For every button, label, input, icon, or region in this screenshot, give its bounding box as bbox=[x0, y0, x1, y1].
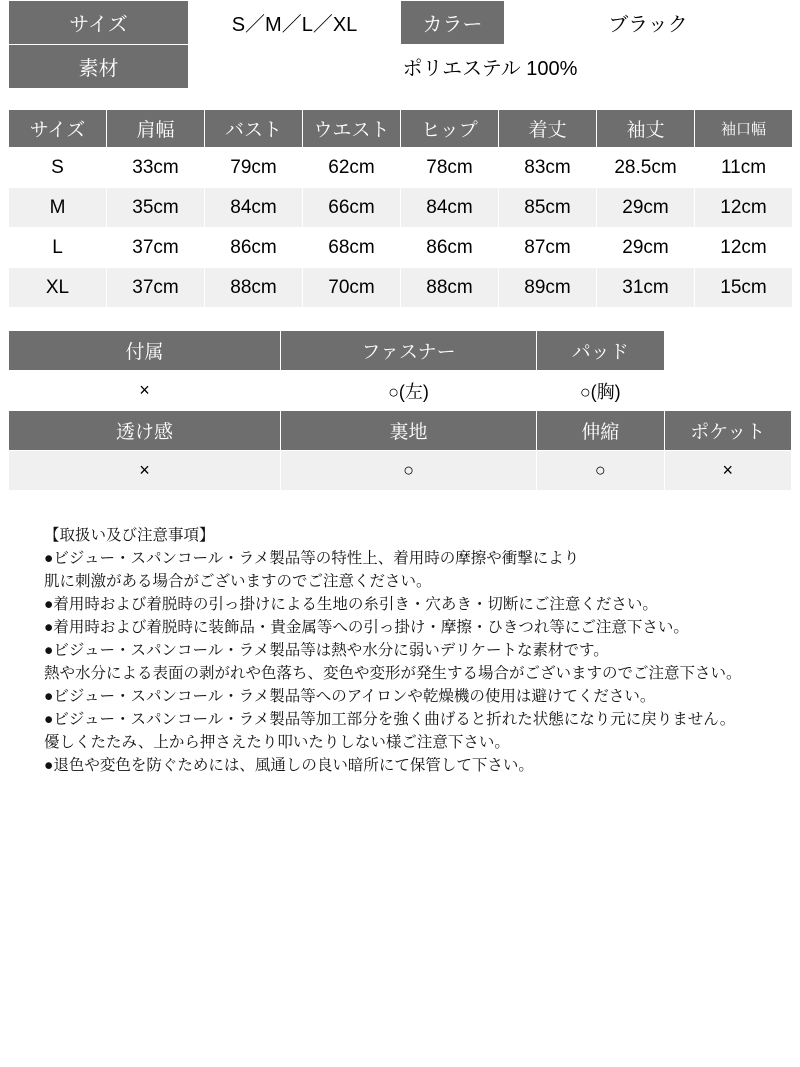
table-row bbox=[9, 1, 792, 45]
care-note-line: ●ビジュー・スパンコール・ラメ製品等へのアイロンや乾燥機の使用は避けてください。 bbox=[44, 688, 656, 705]
size-cell-0-1: 33cm bbox=[107, 148, 205, 188]
size-cell-2-6: 29cm bbox=[597, 228, 695, 268]
care-note-line: ●ビジュー・スパンコール・ラメ製品等は熱や水分に弱いデリケートな素材です。 bbox=[44, 642, 609, 659]
size-cell-0-7: 11cm bbox=[695, 148, 793, 188]
care-note-line: ●着用時および着脱時に装飾品・貴金属等への引っ掛け・摩擦・ひきつれ等にご注意下さい。 bbox=[44, 619, 689, 636]
size-cell-0-2: 79cm bbox=[205, 148, 303, 188]
detail-header-sheerness: 透け感 bbox=[9, 411, 281, 451]
size-col-header-1: 肩幅 bbox=[107, 110, 205, 148]
detail-value-accessory: × bbox=[9, 371, 281, 411]
size-col-header-2: バスト bbox=[205, 110, 303, 148]
size-col-header-6: 袖丈 bbox=[597, 110, 695, 148]
care-note-line: ●着用時および着脱時の引っ掛けによる生地の糸引き・穴あき・切断にご注意ください。 bbox=[44, 596, 658, 613]
spec-label-color: カラー bbox=[401, 1, 505, 45]
size-cell-2-5: 87cm bbox=[499, 228, 597, 268]
detail-header-lining: 裏地 bbox=[281, 411, 537, 451]
detail-header-pocket: ポケット bbox=[664, 411, 792, 451]
size-cell-1-2: 84cm bbox=[205, 188, 303, 228]
table-row bbox=[9, 268, 793, 308]
detail-value-pad: ○(胸) bbox=[537, 371, 665, 411]
detail-header-pad: パッド bbox=[537, 331, 665, 371]
size-cell-1-5: 85cm bbox=[499, 188, 597, 228]
spec-label-material: 素材 bbox=[9, 45, 189, 89]
size-col-header-0: サイズ bbox=[9, 110, 107, 148]
size-cell-3-0: XL bbox=[9, 268, 107, 308]
size-cell-3-4: 88cm bbox=[401, 268, 499, 308]
detail-header-accessory: 付属 bbox=[9, 331, 281, 371]
size-cell-1-6: 29cm bbox=[597, 188, 695, 228]
detail-header-stretch: 伸縮 bbox=[537, 411, 665, 451]
size-table bbox=[8, 109, 793, 308]
table-row bbox=[9, 371, 792, 411]
detail-value-sheerness: × bbox=[9, 451, 281, 491]
size-cell-2-3: 68cm bbox=[303, 228, 401, 268]
care-note-line: 肌に刺激がある場合がございますのでご注意ください。 bbox=[44, 573, 432, 590]
table-row bbox=[9, 451, 792, 491]
size-cell-2-7: 12cm bbox=[695, 228, 793, 268]
spec-table bbox=[8, 0, 792, 89]
size-cell-3-5: 89cm bbox=[499, 268, 597, 308]
size-cell-3-7: 15cm bbox=[695, 268, 793, 308]
size-cell-0-4: 78cm bbox=[401, 148, 499, 188]
size-cell-1-3: 66cm bbox=[303, 188, 401, 228]
size-cell-3-1: 37cm bbox=[107, 268, 205, 308]
size-cell-0-5: 83cm bbox=[499, 148, 597, 188]
size-col-header-3: ウエスト bbox=[303, 110, 401, 148]
detail-value-zipper: ○(左) bbox=[281, 371, 537, 411]
size-cell-1-4: 84cm bbox=[401, 188, 499, 228]
detail-header-zipper: ファスナー bbox=[281, 331, 537, 371]
spec-value-material: ポリエステル 100% bbox=[189, 45, 792, 89]
size-cell-3-3: 70cm bbox=[303, 268, 401, 308]
care-note-line: 優しくたたみ、上から押さえたり叩いたりしない様ご注意下さい。 bbox=[44, 734, 510, 751]
size-cell-0-6: 28.5cm bbox=[597, 148, 695, 188]
care-notes bbox=[44, 524, 774, 777]
size-cell-2-4: 86cm bbox=[401, 228, 499, 268]
size-cell-3-6: 31cm bbox=[597, 268, 695, 308]
size-cell-0-0: S bbox=[9, 148, 107, 188]
size-col-header-5: 着丈 bbox=[499, 110, 597, 148]
detail-value-stretch: ○ bbox=[537, 451, 665, 491]
care-note-line: 熱や水分による表面の剥がれや色落ち、変色や変形が発生する場合がございますのでご注意下さい。 bbox=[44, 665, 742, 682]
care-note-line: ●退色や変色を防ぐためには、風通しの良い暗所にて保管して下さい。 bbox=[44, 757, 534, 774]
table-header-row bbox=[9, 110, 793, 148]
care-notes-title: 【取扱い及び注意事項】 bbox=[44, 527, 215, 544]
spec-value-color: ブラック bbox=[505, 1, 792, 45]
size-col-header-4: ヒップ bbox=[401, 110, 499, 148]
size-cell-2-1: 37cm bbox=[107, 228, 205, 268]
spec-label-size: サイズ bbox=[9, 1, 189, 45]
size-cell-2-2: 86cm bbox=[205, 228, 303, 268]
size-cell-3-2: 88cm bbox=[205, 268, 303, 308]
detail-value-pocket: × bbox=[664, 451, 792, 491]
table-header-row bbox=[9, 331, 792, 371]
table-row bbox=[9, 228, 793, 268]
detail-table bbox=[8, 330, 792, 491]
size-cell-1-1: 35cm bbox=[107, 188, 205, 228]
care-note-line: ●ビジュー・スパンコール・ラメ製品等加工部分を強く曲げると折れた状態になり元に戻りません。 bbox=[44, 711, 736, 728]
size-cell-1-7: 12cm bbox=[695, 188, 793, 228]
size-cell-1-0: M bbox=[9, 188, 107, 228]
size-col-header-7: 袖口幅 bbox=[695, 110, 793, 148]
size-cell-2-0: L bbox=[9, 228, 107, 268]
table-header-row bbox=[9, 411, 792, 451]
table-row bbox=[9, 148, 793, 188]
spec-value-size: S／M／L／XL bbox=[189, 1, 401, 45]
detail-value-lining: ○ bbox=[281, 451, 537, 491]
table-row bbox=[9, 45, 792, 89]
table-row bbox=[9, 188, 793, 228]
size-cell-0-3: 62cm bbox=[303, 148, 401, 188]
care-note-line: ●ビジュー・スパンコール・ラメ製品等の特性上、着用時の摩擦や衝撃により bbox=[44, 550, 580, 567]
